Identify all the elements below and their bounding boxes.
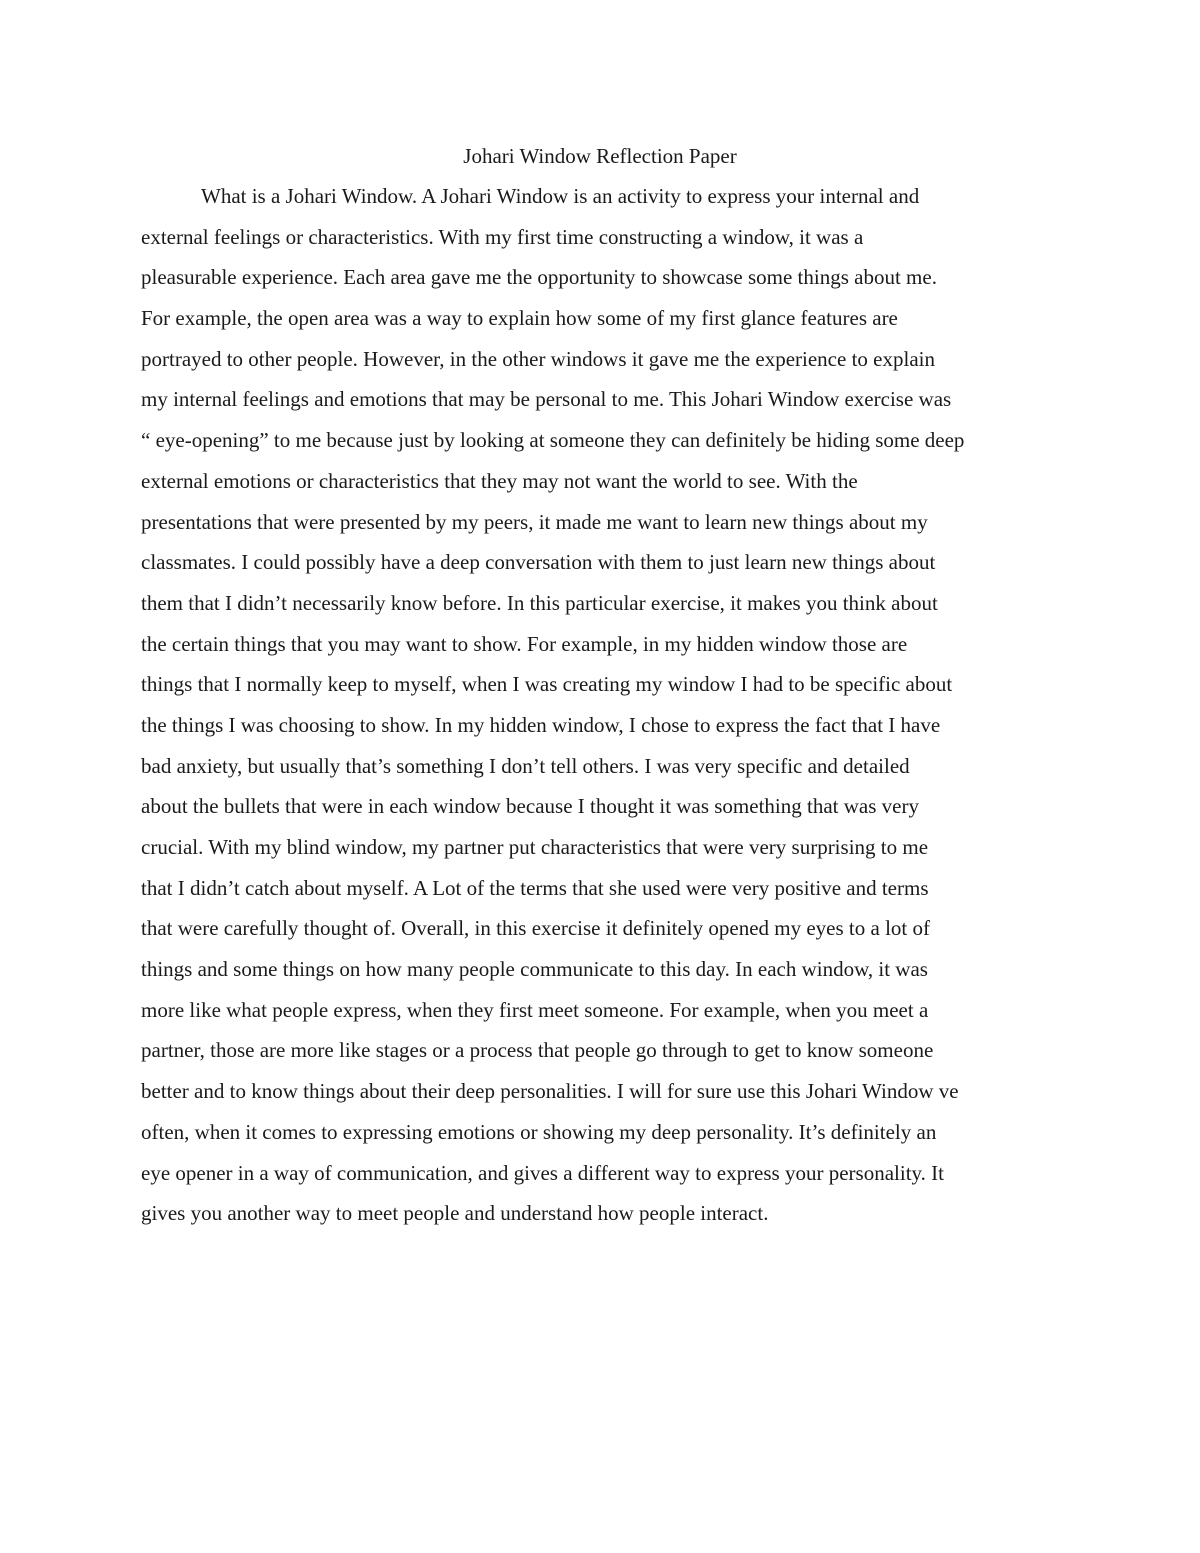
paragraph-line: external feelings or characteristics. With my first time constructing a window, it was a — [141, 224, 864, 249]
document-body — [141, 181, 1071, 1239]
paragraph-line: them that I didn’t necessarily know before. In this particular exercise, it makes you think about — [141, 590, 938, 615]
paragraph-line: “ eye-opening” to me because just by looking at someone they can definitely be hiding some deep — [141, 428, 965, 453]
paragraph-line: the certain things that you may want to show. For example, in my hidden window those are — [141, 631, 908, 656]
paragraph-line: the things I was choosing to show. In my hidden window, I chose to express the fact that I have — [141, 712, 941, 737]
paragraph-line: gives you another way to meet people and understand how people interact. — [141, 1201, 769, 1226]
paragraph-line: that I didn’t catch about myself. A Lot of the terms that she used were very positive and terms — [141, 875, 929, 900]
paragraph-line: that were carefully thought of. Overall, in this exercise it definitely opened my eyes to a lot of — [141, 916, 930, 941]
paragraph-line: classmates. I could possibly have a deep conversation with them to just learn new things about — [141, 550, 936, 575]
paragraph-line: my internal feelings and emotions that may be personal to me. This Johari Window exercise was — [141, 387, 952, 412]
paragraph-line: crucial. With my blind window, my partner put characteristics that were very surprising to me — [141, 835, 929, 859]
paragraph-line: external emotions or characteristics that they may not want the world to see. With the — [141, 468, 858, 493]
paragraph-line: presentations that were presented by my peers, it made me want to learn new things about my — [141, 509, 928, 534]
paragraph-line: pleasurable experience. Each area gave me the opportunity to showcase some things about me. — [141, 265, 937, 290]
paragraph-line: more like what people express, when they first meet someone. For example, when you meet a — [141, 997, 929, 1022]
paragraph-line: better and to know things about their deep personalities. I will for sure use this Johari Window ve — [141, 1079, 959, 1104]
paragraph-line: What is a Johari Window. A Johari Window is an activity to express your internal and — [201, 184, 920, 208]
paragraph-line: often, when it comes to expressing emotions or showing my deep personality. It’s definitely an — [141, 1119, 937, 1144]
paragraph-line: portrayed to other people. However, in the other windows it gave me the experience to explain — [141, 346, 935, 371]
paragraph-line: For example, the open area was a way to explain how some of my first glance features are — [141, 306, 898, 331]
document-title: Johari Window Reflection Paper — [463, 144, 737, 168]
paragraph-line: about the bullets that were in each window because I thought it was something that was very — [141, 794, 919, 819]
paragraph-line: bad anxiety, but usually that’s something I don’t tell others. I was very specific and detailed — [141, 753, 910, 778]
paragraph-line: eye opener in a way of communication, and gives a different way to express your personality. It — [141, 1160, 944, 1185]
paragraph-line: partner, those are more like stages or a process that people go through to get to know someone — [141, 1038, 934, 1063]
paragraph-line: things that I normally keep to myself, when I was creating my window I had to be specific about — [141, 672, 953, 697]
paragraph-line: things and some things on how many people communicate to this day. In each window, it was — [141, 957, 928, 982]
